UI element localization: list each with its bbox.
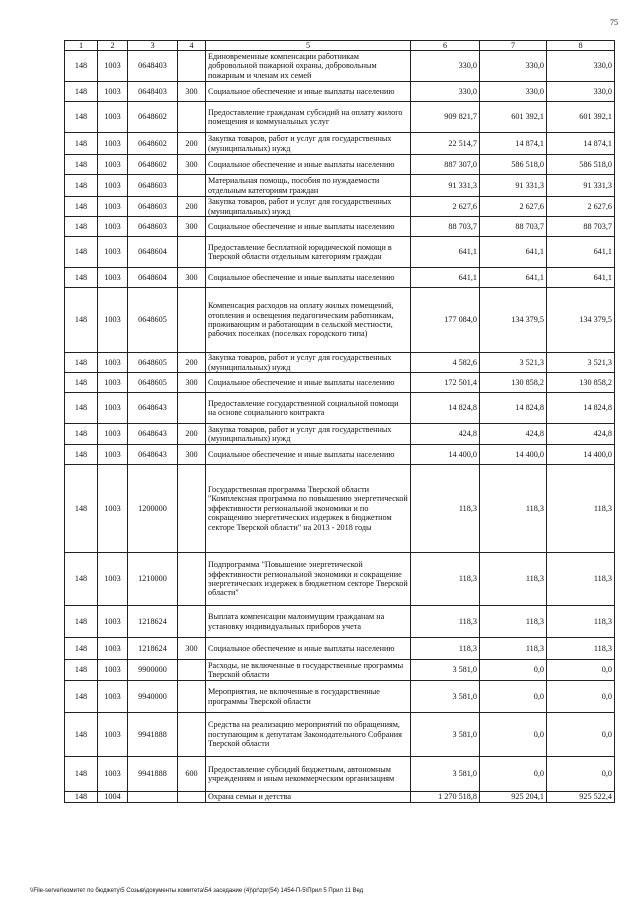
row-target-code: 0648603	[128, 175, 178, 197]
row-amount-3: 0,0	[547, 757, 615, 792]
row-description: Расходы, не включенные в государственные программы Тверской области	[206, 660, 411, 681]
row-code-2: 1003	[98, 197, 128, 217]
column-header-5: 5	[206, 41, 411, 51]
row-amount-1: 641,1	[411, 268, 480, 288]
row-code-1: 148	[65, 445, 98, 465]
row-target-code: 1210000	[128, 553, 178, 606]
row-code-2: 1003	[98, 51, 128, 82]
row-expense-type: 300	[178, 82, 206, 102]
row-description: Предоставление государственной социальной помощи на основе социального контракта	[206, 393, 411, 424]
table-row	[65, 268, 615, 288]
row-expense-type	[178, 237, 206, 268]
row-code-1: 148	[65, 353, 98, 373]
row-description: Единовременные компенсации работникам добровольной пожарной охраны, добровольным пожарным и членам их семей	[206, 51, 411, 82]
row-amount-1: 3 581,0	[411, 681, 480, 713]
row-code-2: 1003	[98, 82, 128, 102]
row-code-2: 1003	[98, 217, 128, 237]
row-code-2: 1003	[98, 175, 128, 197]
row-amount-2: 118,3	[480, 606, 547, 638]
row-amount-1: 4 582,6	[411, 353, 480, 373]
row-amount-3: 91 331,3	[547, 175, 615, 197]
row-amount-1: 91 331,3	[411, 175, 480, 197]
table-body	[65, 51, 615, 803]
row-description: Государственная программа Тверской области "Комплексная программа по повышению энергетической эффективности региональной экономики и по сокращению энергетических издержек в бюджетном секторе Тверской области" на 2013 - 2018 годы	[206, 465, 411, 553]
column-header-7: 7	[480, 41, 547, 51]
row-description: Социальное обеспечение и иные выплаты населению	[206, 155, 411, 175]
row-amount-3: 641,1	[547, 237, 615, 268]
row-expense-type: 200	[178, 353, 206, 373]
table-row	[65, 681, 615, 713]
row-amount-3: 330,0	[547, 51, 615, 82]
row-description: Охрана семьи и детства	[206, 792, 411, 803]
row-target-code: 0648605	[128, 373, 178, 393]
row-code-2: 1003	[98, 373, 128, 393]
row-amount-2: 118,3	[480, 553, 547, 606]
row-code-2: 1003	[98, 757, 128, 792]
table-row	[65, 217, 615, 237]
row-description: Средства на реализацию мероприятий по обращениям, поступающим к депутатам Законодательного Собрания Тверской области	[206, 713, 411, 757]
row-expense-type	[178, 393, 206, 424]
row-amount-3: 330,0	[547, 82, 615, 102]
row-amount-1: 3 581,0	[411, 660, 480, 681]
row-expense-type: 300	[178, 638, 206, 660]
column-header-3: 3	[128, 41, 178, 51]
row-amount-1: 887 307,0	[411, 155, 480, 175]
row-code-1: 148	[65, 660, 98, 681]
row-amount-2: 586 518,0	[480, 155, 547, 175]
row-amount-2: 88 703,7	[480, 217, 547, 237]
table-row	[65, 606, 615, 638]
row-code-1: 148	[65, 373, 98, 393]
row-target-code: 0648403	[128, 51, 178, 82]
row-amount-2: 601 392,1	[480, 102, 547, 133]
row-code-1: 148	[65, 681, 98, 713]
row-amount-3: 118,3	[547, 638, 615, 660]
row-amount-1: 118,3	[411, 638, 480, 660]
row-code-2: 1003	[98, 424, 128, 445]
row-code-2: 1003	[98, 268, 128, 288]
row-expense-type: 200	[178, 133, 206, 155]
row-amount-1: 118,3	[411, 465, 480, 553]
row-code-1: 148	[65, 553, 98, 606]
row-amount-1: 118,3	[411, 606, 480, 638]
row-target-code: 0648602	[128, 133, 178, 155]
table-row	[65, 102, 615, 133]
row-amount-2: 14 874,1	[480, 133, 547, 155]
row-amount-1: 14 824,8	[411, 393, 480, 424]
table-row	[65, 713, 615, 757]
row-description: Мероприятия, не включенные в государственные программы Тверской области	[206, 681, 411, 713]
row-amount-2: 0,0	[480, 681, 547, 713]
table-row	[65, 393, 615, 424]
table-row	[65, 197, 615, 217]
row-amount-3: 0,0	[547, 713, 615, 757]
row-amount-1: 88 703,7	[411, 217, 480, 237]
row-description: Социальное обеспечение и иные выплаты населению	[206, 373, 411, 393]
row-code-1: 148	[65, 792, 98, 803]
table-row	[65, 175, 615, 197]
row-description: Компенсация расходов на оплату жилых помещений, отопления и освещения педагогическим работникам, проживающим и работающим в сельской местности, рабочих поселках (поселках городского типа)	[206, 288, 411, 353]
row-code-1: 148	[65, 133, 98, 155]
column-header-6: 6	[411, 41, 480, 51]
column-header-2: 2	[98, 41, 128, 51]
row-code-1: 148	[65, 606, 98, 638]
row-amount-2: 0,0	[480, 713, 547, 757]
row-code-1: 148	[65, 424, 98, 445]
row-amount-1: 22 514,7	[411, 133, 480, 155]
row-amount-3: 88 703,7	[547, 217, 615, 237]
row-code-2: 1003	[98, 660, 128, 681]
row-amount-3: 925 522,4	[547, 792, 615, 803]
row-amount-3: 134 379,5	[547, 288, 615, 353]
row-amount-3: 0,0	[547, 681, 615, 713]
row-code-2: 1003	[98, 102, 128, 133]
table-header	[65, 41, 615, 51]
row-target-code	[128, 792, 178, 803]
row-amount-3: 118,3	[547, 553, 615, 606]
row-target-code: 1200000	[128, 465, 178, 553]
table-row	[65, 237, 615, 268]
row-expense-type	[178, 51, 206, 82]
row-expense-type: 300	[178, 445, 206, 465]
row-description: Предоставление субсидий бюджетным, автономным учреждениям и иным некоммерческим организациям	[206, 757, 411, 792]
row-amount-1: 909 821,7	[411, 102, 480, 133]
column-header-8: 8	[547, 41, 615, 51]
row-target-code: 9940000	[128, 681, 178, 713]
row-amount-1: 641,1	[411, 237, 480, 268]
row-amount-3: 14 824,8	[547, 393, 615, 424]
row-target-code: 9900000	[128, 660, 178, 681]
row-code-2: 1003	[98, 155, 128, 175]
column-header-4: 4	[178, 41, 206, 51]
row-amount-1: 118,3	[411, 553, 480, 606]
row-amount-2: 330,0	[480, 51, 547, 82]
row-amount-2: 2 627,6	[480, 197, 547, 217]
row-expense-type	[178, 792, 206, 803]
row-expense-type: 300	[178, 155, 206, 175]
row-amount-3: 14 400,0	[547, 445, 615, 465]
row-expense-type: 300	[178, 217, 206, 237]
row-description: Закупка товаров, работ и услуг для государственных (муниципальных) нужд	[206, 197, 411, 217]
row-code-2: 1003	[98, 553, 128, 606]
row-amount-3: 2 627,6	[547, 197, 615, 217]
row-description: Предоставление гражданам субсидий на оплату жилого помещения и коммунальных услуг	[206, 102, 411, 133]
row-amount-3: 118,3	[547, 465, 615, 553]
row-target-code: 0648604	[128, 268, 178, 288]
table-row	[65, 465, 615, 553]
row-amount-1: 177 084,0	[411, 288, 480, 353]
row-code-2: 1003	[98, 393, 128, 424]
row-code-1: 148	[65, 288, 98, 353]
row-amount-1: 172 501,4	[411, 373, 480, 393]
row-code-2: 1003	[98, 465, 128, 553]
row-target-code: 0648643	[128, 424, 178, 445]
column-header-1: 1	[65, 41, 98, 51]
row-code-1: 148	[65, 268, 98, 288]
row-description: Предоставление бесплатной юридической помощи в Тверской области отдельным категориям граждан	[206, 237, 411, 268]
table-row	[65, 757, 615, 792]
row-amount-1: 3 581,0	[411, 713, 480, 757]
row-amount-2: 118,3	[480, 638, 547, 660]
row-target-code: 0648602	[128, 155, 178, 175]
row-amount-3: 641,1	[547, 268, 615, 288]
table-row	[65, 660, 615, 681]
row-code-1: 148	[65, 175, 98, 197]
table-row	[65, 353, 615, 373]
row-code-1: 148	[65, 155, 98, 175]
row-description: Социальное обеспечение и иные выплаты населению	[206, 445, 411, 465]
row-target-code: 0648605	[128, 288, 178, 353]
row-expense-type	[178, 102, 206, 133]
row-target-code: 9941888	[128, 757, 178, 792]
row-amount-1: 2 627,6	[411, 197, 480, 217]
row-expense-type	[178, 175, 206, 197]
row-code-1: 148	[65, 217, 98, 237]
row-amount-2: 14 400,0	[480, 445, 547, 465]
row-target-code: 0648605	[128, 353, 178, 373]
table-row	[65, 553, 615, 606]
row-amount-1: 1 270 518,8	[411, 792, 480, 803]
row-amount-2: 14 824,8	[480, 393, 547, 424]
row-expense-type	[178, 465, 206, 553]
row-amount-1: 330,0	[411, 51, 480, 82]
row-amount-3: 424,8	[547, 424, 615, 445]
row-target-code: 1218624	[128, 606, 178, 638]
row-code-1: 148	[65, 465, 98, 553]
row-description: Социальное обеспечение и иные выплаты населению	[206, 217, 411, 237]
row-code-1: 148	[65, 713, 98, 757]
row-code-1: 148	[65, 197, 98, 217]
row-amount-3: 118,3	[547, 606, 615, 638]
row-description: Подпрограмма "Повышение энергетической эффективности региональной экономики и сокращение энергетических издержек в бюджетном секторе Тверской области"	[206, 553, 411, 606]
row-amount-2: 130 858,2	[480, 373, 547, 393]
row-description: Социальное обеспечение и иные выплаты населению	[206, 268, 411, 288]
table-row	[65, 288, 615, 353]
row-expense-type: 300	[178, 268, 206, 288]
row-description: Социальное обеспечение и иные выплаты населению	[206, 82, 411, 102]
row-target-code: 0648604	[128, 237, 178, 268]
row-amount-3: 3 521,3	[547, 353, 615, 373]
table-row	[65, 424, 615, 445]
table-row	[65, 638, 615, 660]
row-expense-type: 300	[178, 373, 206, 393]
row-code-2: 1003	[98, 681, 128, 713]
row-target-code: 0648603	[128, 197, 178, 217]
table-row	[65, 51, 615, 82]
row-description: Социальное обеспечение и иные выплаты населению	[206, 638, 411, 660]
row-expense-type: 200	[178, 424, 206, 445]
row-code-2: 1003	[98, 606, 128, 638]
budget-table	[64, 40, 615, 803]
row-amount-2: 0,0	[480, 757, 547, 792]
row-code-2: 1003	[98, 353, 128, 373]
row-code-2: 1003	[98, 133, 128, 155]
row-expense-type	[178, 713, 206, 757]
row-description: Материальная помощь, пособия по нуждаемости отдельным категориям граждан	[206, 175, 411, 197]
row-amount-3: 0,0	[547, 660, 615, 681]
row-expense-type	[178, 606, 206, 638]
header-row	[65, 41, 615, 51]
table-row	[65, 133, 615, 155]
row-amount-1: 14 400,0	[411, 445, 480, 465]
row-code-2: 1003	[98, 288, 128, 353]
row-code-1: 148	[65, 102, 98, 133]
row-code-1: 148	[65, 757, 98, 792]
row-code-1: 148	[65, 51, 98, 82]
row-expense-type	[178, 553, 206, 606]
row-target-code: 0648602	[128, 102, 178, 133]
row-amount-2: 925 204,1	[480, 792, 547, 803]
table-row	[65, 373, 615, 393]
row-description: Закупка товаров, работ и услуг для государственных (муниципальных) нужд	[206, 133, 411, 155]
row-amount-2: 424,8	[480, 424, 547, 445]
row-expense-type	[178, 660, 206, 681]
row-amount-2: 134 379,5	[480, 288, 547, 353]
row-amount-2: 0,0	[480, 660, 547, 681]
footer-file-path: \\File-server\комитет по бюджету\5 Созыв\документы комитета\54 заседание (4)\pr\zpr(54) 1454-П-5\Прил 5 Прил 11 Вед	[30, 888, 364, 894]
row-code-1: 148	[65, 393, 98, 424]
row-target-code: 0648403	[128, 82, 178, 102]
row-description: Закупка товаров, работ и услуг для государственных (муниципальных) нужд	[206, 424, 411, 445]
row-target-code: 0648603	[128, 217, 178, 237]
table-row	[65, 792, 615, 803]
row-amount-2: 330,0	[480, 82, 547, 102]
row-expense-type: 200	[178, 197, 206, 217]
row-amount-1: 424,8	[411, 424, 480, 445]
row-code-2: 1003	[98, 237, 128, 268]
row-code-2: 1003	[98, 638, 128, 660]
row-amount-3: 14 874,1	[547, 133, 615, 155]
row-amount-3: 586 518,0	[547, 155, 615, 175]
row-target-code: 1218624	[128, 638, 178, 660]
row-code-1: 148	[65, 82, 98, 102]
row-code-1: 148	[65, 638, 98, 660]
row-target-code: 0648643	[128, 445, 178, 465]
row-amount-1: 330,0	[411, 82, 480, 102]
row-code-2: 1003	[98, 713, 128, 757]
row-amount-2: 118,3	[480, 465, 547, 553]
row-expense-type	[178, 681, 206, 713]
row-description: Выплата компенсации малоимущим гражданам на установку индивидуальных приборов учета	[206, 606, 411, 638]
row-code-2: 1003	[98, 445, 128, 465]
page-number: 75	[610, 18, 618, 27]
row-amount-2: 3 521,3	[480, 353, 547, 373]
table-row	[65, 155, 615, 175]
row-code-2: 1004	[98, 792, 128, 803]
row-description: Закупка товаров, работ и услуг для государственных (муниципальных) нужд	[206, 353, 411, 373]
row-amount-2: 91 331,3	[480, 175, 547, 197]
table-row	[65, 445, 615, 465]
row-code-1: 148	[65, 237, 98, 268]
row-amount-3: 130 858,2	[547, 373, 615, 393]
table-row	[65, 82, 615, 102]
row-expense-type: 600	[178, 757, 206, 792]
row-amount-1: 3 581,0	[411, 757, 480, 792]
row-amount-3: 601 392,1	[547, 102, 615, 133]
row-target-code: 9941888	[128, 713, 178, 757]
row-amount-2: 641,1	[480, 268, 547, 288]
row-expense-type	[178, 288, 206, 353]
row-target-code: 0648643	[128, 393, 178, 424]
row-amount-2: 641,1	[480, 237, 547, 268]
